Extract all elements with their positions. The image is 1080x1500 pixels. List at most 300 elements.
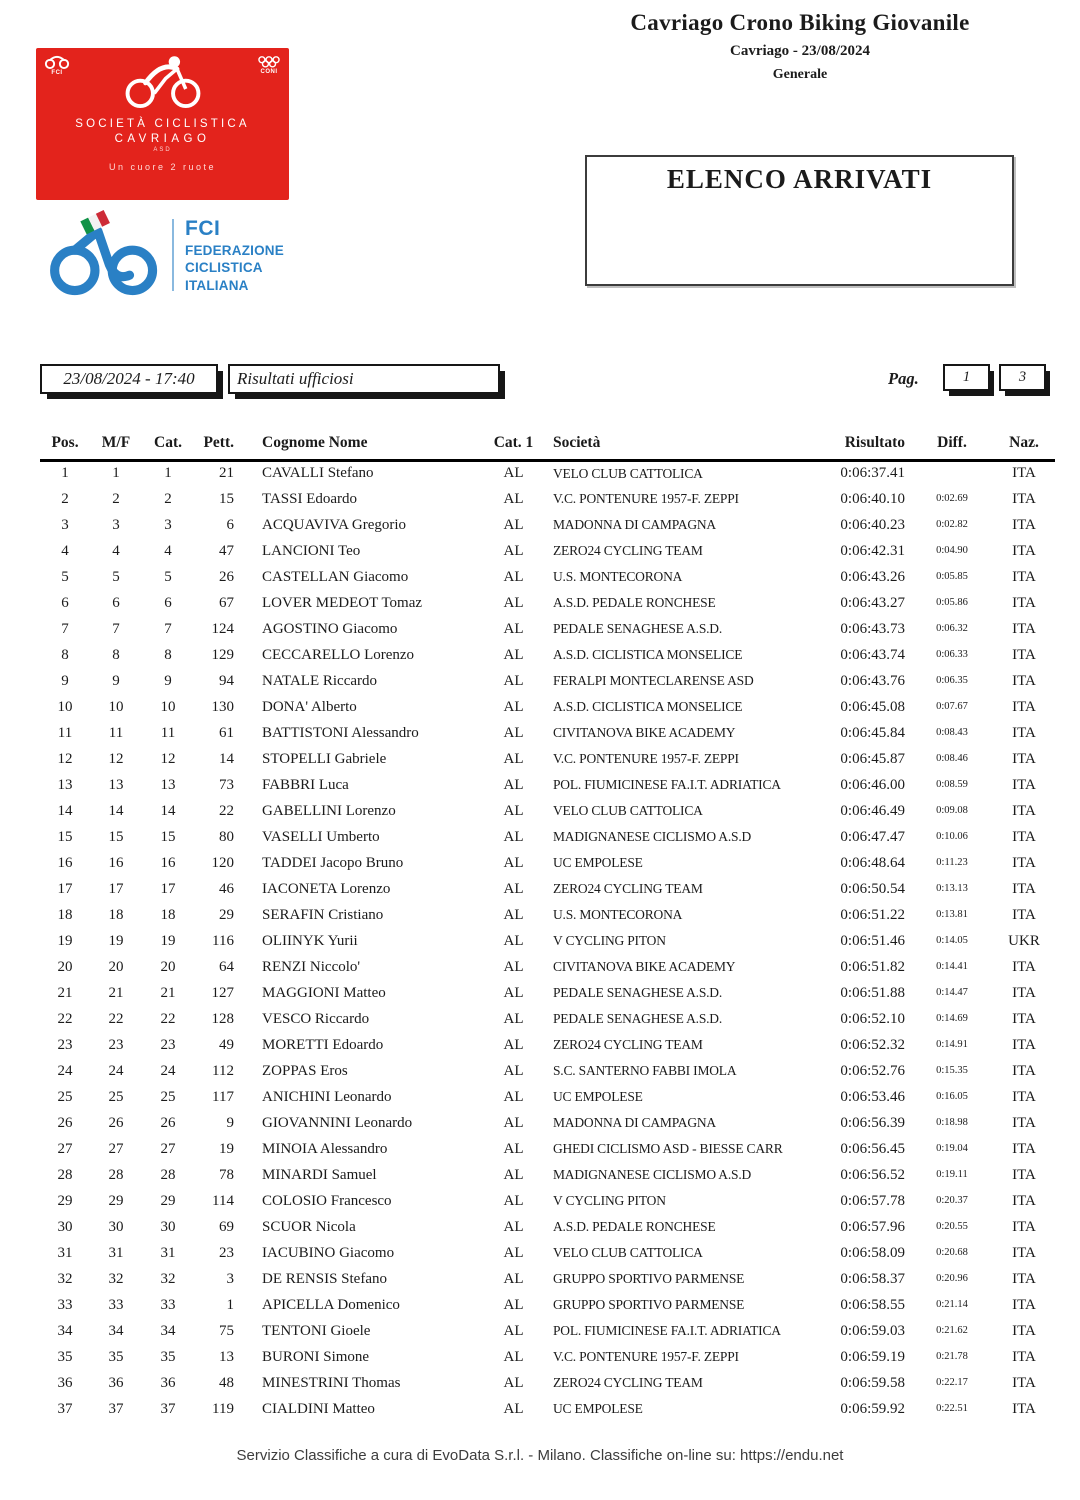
- cell-name: APICELLA Domenico: [262, 1296, 400, 1313]
- cell-naz: ITA: [1012, 1192, 1036, 1209]
- cell-naz: ITA: [1012, 1296, 1036, 1313]
- cell-pett: 64: [219, 958, 234, 975]
- cell-cat1: AL: [503, 828, 524, 845]
- cell-cat: 31: [160, 1244, 176, 1261]
- page-label: Pag.: [888, 369, 919, 388]
- cell-name: MINOIA Alessandro: [262, 1140, 388, 1157]
- table-row: [40, 876, 1055, 902]
- header-row: [40, 429, 1055, 460]
- cell-societa: V CYCLING PITON: [553, 1193, 666, 1209]
- header-cat1: Cat. 1: [486, 429, 541, 460]
- cell-naz: ITA: [1012, 828, 1036, 845]
- club-name-line1: SOCIETÀ CICLISTICA: [75, 118, 250, 130]
- coni-mark: [257, 55, 281, 75]
- cell-pos: 24: [57, 1062, 73, 1079]
- cell-mf: 7: [112, 620, 120, 637]
- cell-diff: 0:11.23: [936, 856, 968, 868]
- club-logo: [36, 48, 289, 200]
- cell-risultato: 0:06:58.55: [840, 1296, 905, 1313]
- cell-diff: 0:10.06: [936, 830, 968, 842]
- club-asd-label: ASD: [153, 147, 172, 153]
- cell-mf: 21: [108, 984, 124, 1001]
- cell-pos: 32: [57, 1270, 73, 1287]
- cell-risultato: 0:06:52.10: [840, 1010, 905, 1027]
- cell-pett: 119: [212, 1400, 234, 1417]
- cell-name: SERAFIN Cristiano: [262, 906, 384, 923]
- cell-risultato: 0:06:47.47: [840, 828, 905, 845]
- cell-societa: A.S.D. CICLISTICA MONSELICE: [553, 699, 743, 715]
- cell-risultato: 0:06:40.10: [840, 490, 905, 507]
- cell-diff: 0:19.11: [936, 1168, 968, 1180]
- cell-name: TENTONI Gioele: [262, 1322, 371, 1339]
- cell-societa: PEDALE SENAGHESE A.S.D.: [553, 621, 723, 637]
- cell-pos: 22: [57, 1010, 73, 1027]
- cell-risultato: 0:06:57.96: [840, 1218, 905, 1235]
- cell-cat: 9: [164, 672, 172, 689]
- cell-diff: 0:06.33: [936, 648, 968, 660]
- cell-mf: 2: [112, 490, 120, 507]
- cell-cat: 3: [164, 516, 172, 533]
- cell-naz: ITA: [1012, 1114, 1036, 1131]
- table-row: [40, 1162, 1055, 1188]
- cell-pett: 128: [211, 1010, 234, 1027]
- cell-societa: ZERO24 CYCLING TEAM: [553, 881, 703, 897]
- cell-pos: 17: [57, 880, 73, 897]
- cell-mf: 17: [108, 880, 124, 897]
- cell-name: STOPELLI Gabriele: [262, 750, 387, 767]
- cell-cat1: AL: [503, 516, 524, 533]
- cell-naz: ITA: [1012, 542, 1036, 559]
- cell-cat: 1: [164, 465, 172, 482]
- report-title-box: [585, 155, 1014, 286]
- cell-name: DE RENSIS Stefano: [262, 1270, 387, 1287]
- cell-pett: 94: [219, 672, 234, 689]
- cell-pos: 27: [57, 1140, 73, 1157]
- cell-pett: 48: [219, 1374, 234, 1391]
- cell-risultato: 0:06:51.46: [840, 932, 905, 949]
- cell-name: CECCARELLO Lorenzo: [262, 646, 415, 663]
- table-row: [40, 538, 1055, 564]
- cell-cat1: AL: [503, 1114, 524, 1131]
- cell-diff: 0:08.46: [936, 752, 968, 764]
- cell-societa: VELO CLUB CATTOLICA: [553, 803, 703, 819]
- cell-naz: ITA: [1012, 880, 1036, 897]
- cell-cat: 8: [164, 646, 172, 663]
- cell-cat: 16: [160, 854, 176, 871]
- table-row: [40, 824, 1055, 850]
- cell-pos: 5: [61, 568, 69, 585]
- cell-diff: 0:04.90: [936, 544, 968, 556]
- service-footer: Servizio Classifiche a cura di EvoData S.r.l. - Milano. Classifiche on-line su: https://endu.net: [236, 1447, 844, 1464]
- cell-name: GIOVANNINI Leonardo: [262, 1114, 413, 1131]
- cell-risultato: 0:06:45.08: [840, 698, 905, 715]
- results-table-body: [40, 460, 1055, 1422]
- federation-logo: [46, 203, 316, 307]
- cell-societa: MADONNA DI CAMPAGNA: [553, 517, 716, 533]
- cell-mf: 19: [108, 932, 124, 949]
- cell-pett: 130: [211, 698, 234, 715]
- cell-societa: VELO CLUB CATTOLICA: [553, 466, 703, 481]
- cell-pos: 31: [57, 1244, 73, 1261]
- cell-cat1: AL: [503, 1244, 524, 1261]
- cell-risultato: 0:06:50.54: [840, 880, 905, 897]
- table-row: [40, 720, 1055, 746]
- cell-mf: 32: [108, 1270, 124, 1287]
- cell-pos: 7: [61, 620, 69, 637]
- cyclist-icon: [117, 54, 209, 110]
- cell-cat: 13: [160, 776, 176, 793]
- cell-mf: 15: [108, 828, 124, 845]
- cell-societa: A.S.D. PEDALE RONCHESE: [553, 1219, 716, 1235]
- cell-cat: 12: [160, 750, 176, 767]
- table-row: [40, 1344, 1055, 1370]
- cell-diff: 0:05.85: [936, 570, 968, 582]
- ranking-category: Generale: [772, 67, 828, 82]
- cell-risultato: 0:06:57.78: [840, 1192, 905, 1209]
- cell-pos: 13: [57, 776, 73, 793]
- cell-name: MINARDI Samuel: [262, 1166, 377, 1183]
- cell-pos: 20: [57, 958, 73, 975]
- fci-small-label: FCI: [51, 70, 63, 76]
- cell-cat: 32: [160, 1270, 176, 1287]
- cell-risultato: 0:06:43.73: [840, 620, 905, 637]
- cell-cat1: AL: [503, 620, 524, 637]
- cell-naz: ITA: [1012, 854, 1036, 871]
- cell-naz: ITA: [1012, 646, 1036, 663]
- table-row: [40, 798, 1055, 824]
- cell-cat1: AL: [503, 1400, 524, 1417]
- cell-risultato: 0:06:52.32: [840, 1036, 905, 1053]
- cell-diff: 0:14.41: [936, 960, 968, 972]
- datetime-stamp: 23/08/2024 - 17:40: [40, 364, 218, 394]
- cell-pett: 67: [219, 594, 234, 611]
- cell-societa: A.S.D. PEDALE RONCHESE: [553, 595, 716, 611]
- cell-cat: 30: [160, 1218, 176, 1235]
- cell-pett: 112: [212, 1062, 234, 1079]
- cell-naz: ITA: [1012, 1348, 1036, 1365]
- table-row: [40, 902, 1055, 928]
- cell-pos: 4: [61, 542, 69, 559]
- cell-pett: 61: [219, 724, 234, 741]
- federation-text: [185, 217, 284, 294]
- cell-diff: 0:07.67: [936, 700, 968, 712]
- cell-mf: 24: [108, 1062, 124, 1079]
- cell-pos: 29: [57, 1192, 73, 1209]
- cell-mf: 33: [108, 1296, 124, 1313]
- cell-cat1: AL: [503, 1192, 524, 1209]
- cell-cat: 24: [160, 1062, 176, 1079]
- cell-cat1: AL: [503, 698, 524, 715]
- cell-name: DONA' Alberto: [262, 698, 357, 715]
- cell-naz: ITA: [1012, 984, 1036, 1001]
- cell-diff: 0:06.32: [936, 622, 968, 634]
- cell-mf: 13: [108, 776, 124, 793]
- cell-naz: ITA: [1012, 958, 1036, 975]
- cell-cat1: AL: [503, 906, 524, 923]
- event-title: Cavriago Crono Biking Giovanile: [630, 10, 970, 35]
- cell-cat: 34: [160, 1322, 176, 1339]
- logo-divider: [172, 219, 174, 291]
- cell-naz: ITA: [1012, 1400, 1036, 1417]
- cell-name: AGOSTINO Giacomo: [262, 620, 398, 637]
- cell-name: CIALDINI Matteo: [262, 1400, 375, 1417]
- club-tagline: Un cuore 2 ruote: [108, 162, 217, 172]
- cell-pos: 9: [61, 672, 69, 689]
- cell-risultato: 0:06:45.84: [840, 724, 905, 741]
- cell-risultato: 0:06:43.26: [840, 568, 905, 585]
- cell-pett: 80: [219, 828, 234, 845]
- cell-name: LANCIONI Teo: [262, 542, 361, 559]
- cell-pos: 15: [57, 828, 73, 845]
- cell-diff: 0:08.59: [936, 778, 968, 790]
- cell-cat1: AL: [503, 1166, 524, 1183]
- cell-pett: 1: [226, 1296, 234, 1313]
- table-row: [40, 746, 1055, 772]
- cell-diff: 0:14.05: [936, 934, 968, 946]
- cell-diff: 0:02.69: [936, 492, 968, 504]
- cell-risultato: 0:06:52.76: [840, 1062, 905, 1079]
- fci-small-mark: [44, 55, 70, 76]
- cell-pos: 33: [57, 1296, 73, 1313]
- federation-acronym: FCI: [185, 216, 221, 240]
- cell-naz: ITA: [1012, 1140, 1036, 1157]
- cell-cat1: AL: [503, 984, 524, 1001]
- table-row: [40, 616, 1055, 642]
- cell-risultato: 0:06:45.87: [840, 750, 905, 767]
- cell-diff: 0:15.35: [936, 1064, 968, 1076]
- olympic-rings-icon: [257, 55, 281, 68]
- cell-name: IACUBINO Giacomo: [262, 1244, 395, 1261]
- cell-pos: 1: [61, 465, 69, 482]
- cell-pos: 36: [57, 1374, 73, 1391]
- cell-pos: 28: [57, 1166, 73, 1183]
- cell-risultato: 0:06:58.37: [840, 1270, 905, 1287]
- cell-diff: 0:20.55: [936, 1220, 968, 1232]
- table-row: [40, 1136, 1055, 1162]
- coni-label: CONI: [260, 69, 278, 75]
- cell-risultato: 0:06:59.03: [840, 1322, 905, 1339]
- cell-cat1: AL: [503, 880, 524, 897]
- header-risultato: Risultato: [811, 429, 911, 460]
- table-row: [40, 1240, 1055, 1266]
- document-header: [540, 10, 1060, 83]
- header-pos: Pos.: [40, 429, 90, 460]
- cell-pett: 22: [219, 802, 234, 819]
- cell-name: MINESTRINI Thomas: [262, 1374, 401, 1391]
- cell-pett: 15: [219, 490, 234, 507]
- cell-diff: 0:13.13: [936, 882, 968, 894]
- cell-naz: ITA: [1012, 1088, 1036, 1105]
- cell-name: TADDEI Jacopo Bruno: [262, 854, 404, 871]
- cell-mf: 30: [108, 1218, 124, 1235]
- cell-diff: 0:21.78: [936, 1350, 968, 1362]
- cell-name: CAVALLI Stefano: [262, 465, 374, 482]
- cell-diff: 0:21.14: [936, 1298, 968, 1310]
- cell-societa: V.C. PONTENURE 1957-F. ZEPPI: [553, 1349, 739, 1365]
- report-title: ELENCO ARRIVATI: [666, 164, 933, 194]
- cell-societa: POL. FIUMICINESE FA.I.T. ADRIATICA: [553, 1323, 781, 1339]
- cell-pos: 2: [61, 490, 69, 507]
- cell-societa: V.C. PONTENURE 1957-F. ZEPPI: [553, 751, 739, 767]
- cell-cat: 23: [160, 1036, 176, 1053]
- cell-mf: 23: [108, 1036, 124, 1053]
- cell-pos: 8: [61, 646, 69, 663]
- table-row: [40, 1214, 1055, 1240]
- cell-societa: GHEDI CICLISMO ASD - BIESSE CARR: [553, 1141, 783, 1157]
- cell-diff: 0:18.98: [936, 1116, 968, 1128]
- page-total-box: 3: [999, 364, 1046, 391]
- cell-diff: 0:14.47: [936, 986, 968, 998]
- cell-cat: 7: [164, 620, 172, 637]
- cell-risultato: 0:06:51.22: [840, 906, 905, 923]
- table-row: [40, 460, 1055, 486]
- cell-mf: 8: [112, 646, 120, 663]
- cell-name: TASSI Edoardo: [262, 490, 358, 507]
- cell-cat1: AL: [503, 1010, 524, 1027]
- event-place-date: Cavriago - 23/08/2024: [730, 43, 870, 59]
- cell-cat: 10: [160, 698, 176, 715]
- cell-diff: 0:19.04: [936, 1142, 968, 1154]
- cell-societa: ZERO24 CYCLING TEAM: [553, 543, 703, 559]
- cell-name: FABBRI Luca: [262, 776, 349, 793]
- table-row: [40, 1032, 1055, 1058]
- cell-mf: 18: [108, 906, 124, 923]
- cell-pett: 127: [211, 984, 234, 1001]
- cell-pett: 23: [219, 1244, 234, 1261]
- table-row: [40, 1266, 1055, 1292]
- results-table-head: [40, 429, 1055, 460]
- cell-cat: 4: [164, 542, 172, 559]
- cell-risultato: 0:06:56.45: [840, 1140, 905, 1157]
- cell-diff: 0:22.17: [936, 1376, 968, 1388]
- cell-pett: 14: [219, 750, 234, 767]
- cell-cat: 11: [160, 724, 176, 741]
- cell-cat: 18: [160, 906, 176, 923]
- cell-cat: 26: [160, 1114, 176, 1131]
- cell-societa: UC EMPOLESE: [553, 1089, 643, 1105]
- cell-cat: 28: [160, 1166, 176, 1183]
- cell-pett: 75: [219, 1322, 234, 1339]
- cell-cat1: AL: [503, 1296, 524, 1313]
- cell-pos: 12: [57, 750, 73, 767]
- cell-cat1: AL: [503, 465, 524, 482]
- cell-societa: FERALPI MONTECLARENSE ASD: [553, 673, 754, 689]
- cell-cat1: AL: [503, 854, 524, 871]
- cell-mf: 22: [108, 1010, 124, 1027]
- cell-cat1: AL: [503, 1140, 524, 1157]
- cell-cat1: AL: [503, 542, 524, 559]
- cell-cat: 33: [160, 1296, 176, 1313]
- table-row: [40, 772, 1055, 798]
- cell-pett: 13: [219, 1348, 234, 1365]
- cell-naz: ITA: [1012, 906, 1036, 923]
- table-row: [40, 850, 1055, 876]
- cell-risultato: 0:06:51.82: [840, 958, 905, 975]
- header-naz: Naz.: [993, 429, 1055, 460]
- table-row: [40, 954, 1055, 980]
- cell-mf: 3: [112, 516, 120, 533]
- cell-naz: ITA: [1012, 1218, 1036, 1235]
- cell-cat1: AL: [503, 646, 524, 663]
- cell-cat: 15: [160, 828, 176, 845]
- cell-cat: 6: [164, 594, 172, 611]
- cell-societa: PEDALE SENAGHESE A.S.D.: [553, 985, 723, 1001]
- cell-cat: 2: [164, 490, 172, 507]
- cell-pett: 21: [219, 465, 234, 482]
- cell-naz: ITA: [1012, 516, 1036, 533]
- federation-name-line2: CICLISTICA: [185, 260, 263, 276]
- cell-cat1: AL: [503, 594, 524, 611]
- cell-name: CASTELLAN Giacomo: [262, 568, 409, 585]
- cell-cat1: AL: [503, 672, 524, 689]
- fci-federation-bike-icon: [46, 207, 166, 303]
- cell-pos: 16: [57, 854, 73, 871]
- cell-societa: UC EMPOLESE: [553, 1401, 643, 1417]
- cell-name: BURONI Simone: [262, 1348, 370, 1365]
- fci-bike-icon: [44, 55, 70, 69]
- cell-diff: 0:14.91: [936, 1038, 968, 1050]
- cell-naz: ITA: [1012, 568, 1036, 585]
- cell-cat1: AL: [503, 1062, 524, 1079]
- results-status-stamp: Risultati ufficiosi: [228, 364, 500, 394]
- cell-name: COLOSIO Francesco: [262, 1192, 392, 1209]
- cell-mf: 6: [112, 594, 120, 611]
- cell-diff: 0:06.35: [936, 674, 968, 686]
- cell-diff: 0:09.08: [936, 804, 968, 816]
- cell-name: ANICHINI Leonardo: [262, 1088, 392, 1105]
- page-current-box: 1: [943, 364, 990, 391]
- table-row: [40, 1110, 1055, 1136]
- cell-cat: 27: [160, 1140, 176, 1157]
- cell-risultato: 0:06:56.39: [840, 1114, 905, 1131]
- cell-diff: 0:20.37: [936, 1194, 968, 1206]
- cell-cat1: AL: [503, 1322, 524, 1339]
- federation-name-line1: FEDERAZIONE: [185, 242, 284, 258]
- cell-name: SCUOR Nicola: [262, 1218, 356, 1235]
- cell-risultato: 0:06:46.49: [840, 802, 905, 819]
- cell-mf: 28: [108, 1166, 124, 1183]
- cell-cat: 25: [160, 1088, 176, 1105]
- cell-pett: 69: [219, 1218, 234, 1235]
- cell-pett: 129: [211, 646, 234, 663]
- cell-risultato: 0:06:42.31: [840, 542, 905, 559]
- cell-mf: 1: [112, 465, 120, 482]
- cell-risultato: 0:06:59.19: [840, 1348, 905, 1365]
- cell-naz: ITA: [1012, 594, 1036, 611]
- cell-pett: 3: [226, 1270, 234, 1287]
- cell-name: LOVER MEDEOT Tomaz: [262, 594, 423, 611]
- table-row: [40, 928, 1055, 954]
- cell-diff: 0:05.86: [936, 596, 968, 608]
- cell-name: IACONETA Lorenzo: [262, 880, 391, 897]
- cell-pos: 35: [57, 1348, 73, 1365]
- table-row: [40, 1396, 1055, 1422]
- cell-societa: PEDALE SENAGHESE A.S.D.: [553, 1011, 723, 1027]
- cell-naz: ITA: [1012, 724, 1036, 741]
- cell-risultato: 0:06:37.41: [840, 465, 905, 482]
- cell-mf: 10: [108, 698, 124, 715]
- cell-pett: 47: [219, 542, 234, 559]
- table-row: [40, 1370, 1055, 1396]
- header-diff: Diff.: [911, 429, 993, 460]
- cell-name: MORETTI Edoardo: [262, 1036, 384, 1053]
- table-row: [40, 564, 1055, 590]
- federation-name-line3: ITALIANA: [185, 277, 249, 293]
- cell-cat1: AL: [503, 802, 524, 819]
- cell-pos: 3: [61, 516, 69, 533]
- cell-cat1: AL: [503, 724, 524, 741]
- cell-pett: 116: [212, 932, 234, 949]
